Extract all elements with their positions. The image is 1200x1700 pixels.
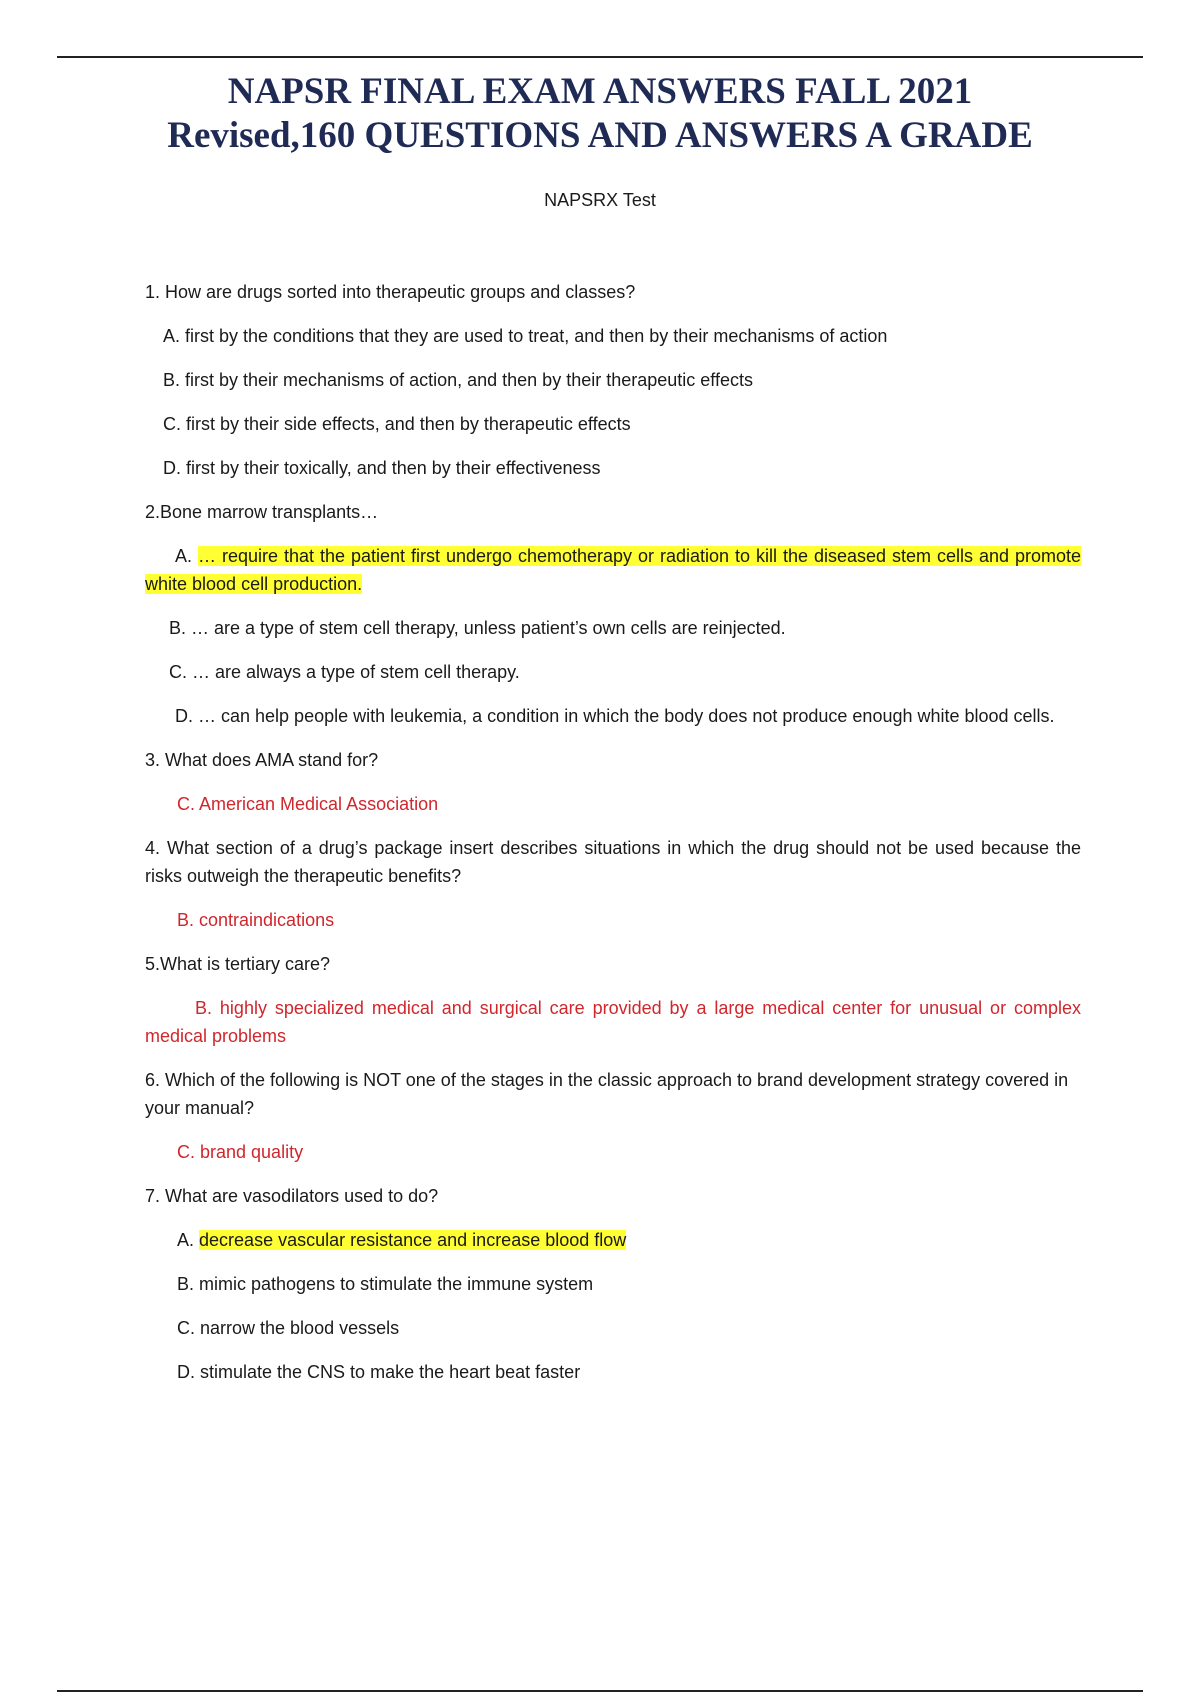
question-7-option-d: D. stimulate the CNS to make the heart beat faster	[177, 1362, 581, 1382]
title-line-2: Revised,160 QUESTIONS AND ANSWERS A GRADE	[167, 115, 1033, 156]
question-2-option-c: C. … are always a type of stem cell therapy.	[169, 662, 520, 682]
question-5: 5.What is tertiary care?	[145, 954, 331, 974]
option-letter: A.	[175, 546, 193, 566]
question-2-option-a	[145, 542, 1081, 598]
question-5-answer: B. highly specialized medical and surgical care provided by a large medical center for unusual or complex medical problems	[145, 998, 1081, 1046]
title-line-1: NAPSR FINAL EXAM ANSWERS FALL 2021	[227, 71, 973, 112]
question-3: 3. What does AMA stand for?	[145, 750, 379, 770]
question-2: 2.Bone marrow transplants…	[145, 502, 379, 522]
top-rule	[57, 56, 1143, 58]
document-title	[0, 70, 1200, 158]
option-letter: A.	[177, 1230, 195, 1250]
question-2-option-d: D. … can help people with leukemia, a condition in which the body does not produce enough white blood cells.	[175, 706, 1055, 726]
question-3-answer: C. American Medical Association	[177, 794, 439, 814]
document-subtitle: NAPSRX Test	[544, 190, 656, 210]
question-1: 1. How are drugs sorted into therapeutic groups and classes?	[145, 282, 636, 302]
question-1-option-a: A. first by the conditions that they are used to treat, and then by their mechanisms of action	[163, 326, 888, 346]
question-1-option-b: B. first by their mechanisms of action, and then by their therapeutic effects	[163, 370, 753, 390]
question-4-answer: B. contraindications	[177, 910, 335, 930]
question-list	[145, 278, 1081, 1402]
highlighted-answer: decrease vascular resistance and increase blood flow	[199, 1230, 627, 1250]
question-1-option-d: D. first by their toxically, and then by their effectiveness	[163, 458, 601, 478]
question-7-option-b: B. mimic pathogens to stimulate the immune system	[177, 1274, 594, 1294]
question-1-option-c: C. first by their side effects, and then by therapeutic effects	[163, 414, 631, 434]
question-6-answer: C. brand quality	[177, 1142, 304, 1162]
question-7-option-a	[145, 1226, 1081, 1254]
question-4: 4. What section of a drug’s package insert describes situations in which the drug should not be used because the risks outweigh the therapeutic benefits?	[145, 838, 1081, 886]
question-7: 7. What are vasodilators used to do?	[145, 1186, 439, 1206]
bottom-rule	[57, 1690, 1143, 1692]
question-6: 6. Which of the following is NOT one of the stages in the classic approach to brand development strategy covered in your manual?	[145, 1070, 1069, 1118]
question-7-option-c: C. narrow the blood vessels	[177, 1318, 400, 1338]
highlighted-answer: … require that the patient first undergo chemotherapy or radiation to kill the diseased stem cells and promote white blood cell production.	[145, 546, 1081, 594]
question-2-option-b: B. … are a type of stem cell therapy, unless patient’s own cells are reinjected.	[169, 618, 786, 638]
